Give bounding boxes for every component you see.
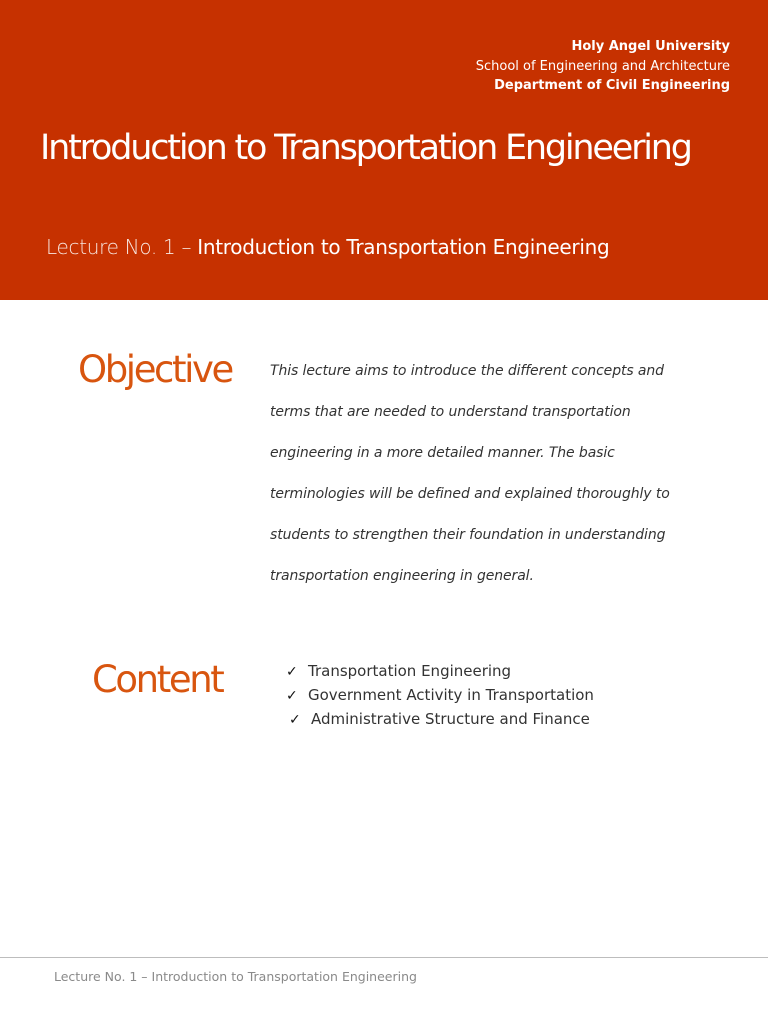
content-item-label: Transportation Engineering <box>308 662 512 680</box>
lecture-subtitle <box>46 235 609 259</box>
content-list <box>286 660 594 732</box>
document-title: Introduction to Transportation Engineering <box>40 128 691 168</box>
content-heading: Content <box>92 658 223 701</box>
checkmark-icon: ✓ <box>286 664 298 680</box>
content-list-item <box>286 708 594 732</box>
lecture-number: Lecture No. 1 – <box>46 235 192 259</box>
objective-heading: Objective <box>78 348 232 391</box>
header-banner <box>0 0 768 300</box>
footer-divider <box>0 957 768 958</box>
university-name: Holy Angel University <box>571 39 730 54</box>
department-name: Department of Civil Engineering <box>494 78 730 93</box>
content-list-item <box>286 684 594 708</box>
content-list-item <box>286 660 594 684</box>
content-item-label: Administrative Structure and Finance <box>311 710 590 728</box>
content-item-label: Government Activity in Transportation <box>308 686 594 704</box>
lecture-title: Introduction to Transportation Engineering <box>197 235 610 259</box>
checkmark-icon: ✓ <box>286 688 298 704</box>
school-name: School of Engineering and Architecture <box>475 58 730 74</box>
objective-text: This lecture aims to introduce the different concepts and terms that are needed to understand transportation engineering in a more detailed manner. The basic terminologies will be defined and explained thoroughly to students to strengthen their foundation in understanding transportation engineering in general. <box>270 363 670 584</box>
institution-block <box>476 37 730 96</box>
footer-text: Lecture No. 1 – Introduction to Transportation Engineering <box>54 969 417 984</box>
checkmark-icon: ✓ <box>289 712 301 728</box>
